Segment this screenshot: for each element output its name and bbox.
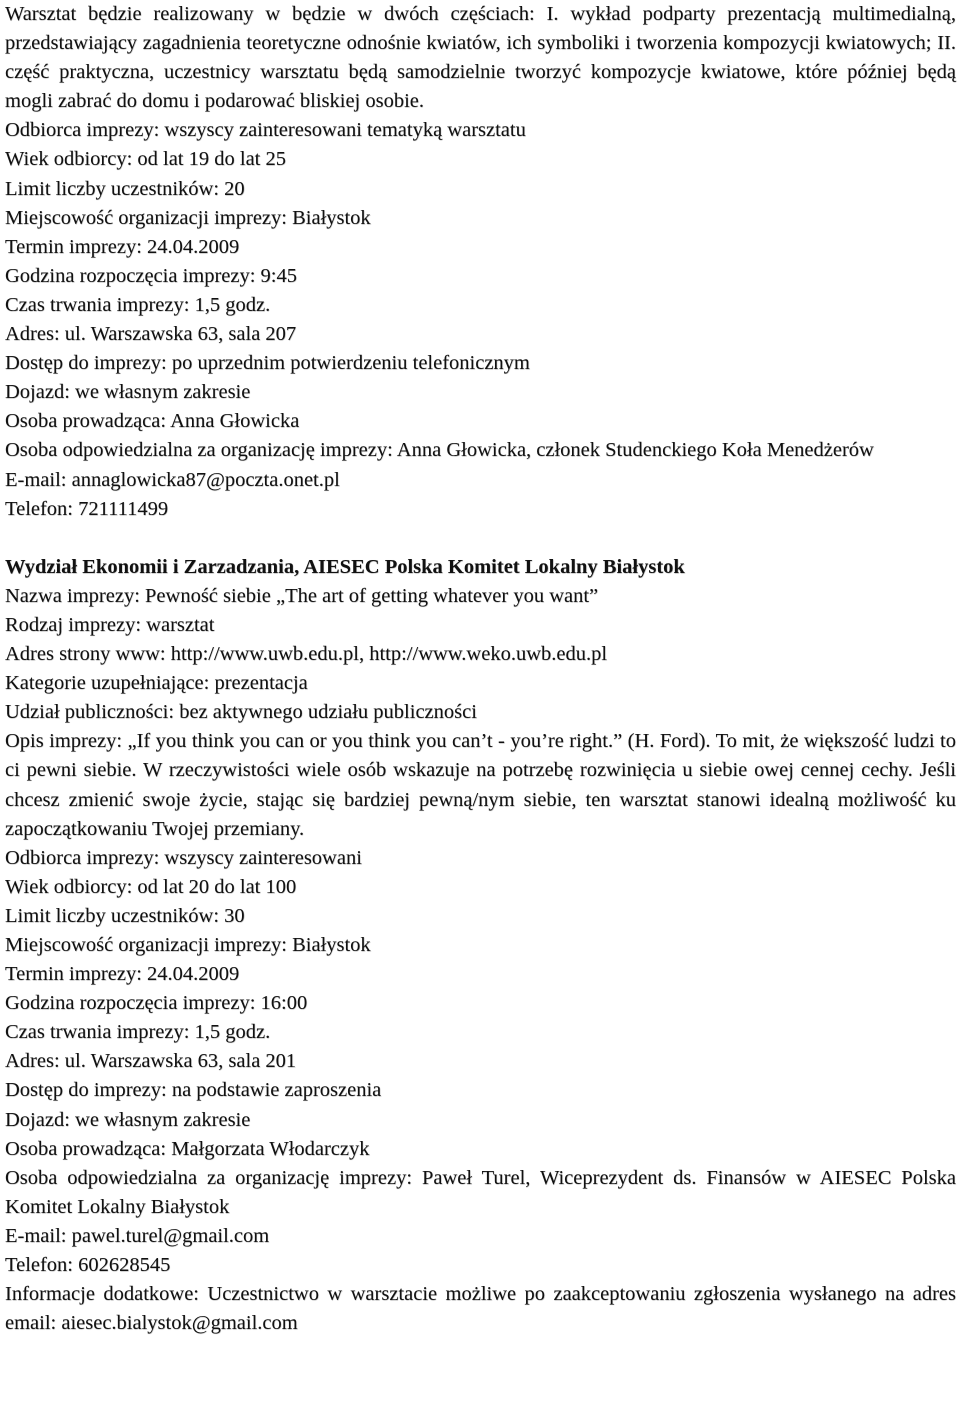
field-age: Wiek odbiorcy: od lat 20 do lat 100 [5,875,297,898]
field-responsible-person: Osoba odpowiedzialna za organizację imprezy: Paweł Turel, Wiceprezydent ds. Finansów w AIESEC Polska Komitet Lokalny Białystok [5,1166,956,1218]
field-event-type: Rodzaj imprezy: warsztat [5,613,215,636]
field-audience: Odbiorca imprezy: wszyscy zainteresowani [5,846,362,869]
field-audience: Odbiorca imprezy: wszyscy zainteresowani tematyką warsztatu [5,119,526,142]
field-address: Adres: ul. Warszawska 63, sala 201 [5,1050,297,1073]
field-website: Adres strony www: http://www.uwb.edu.pl, http://www.weko.uwb.edu.pl [5,643,608,666]
workshop-intro-paragraph: Warsztat będzie realizowany w będzie w dwóch częściach: I. wykład podparty prezentacją multimedialną, przedstawiający zagadnienia teoretyczne odnośnie kwiatów, ich symboliki i tworzenia kompozycji kwiatowych; II. część praktyczna, uczestnicy warsztatu będą samodzielnie tworzyć kompozycje kwiatowe, które później będą mogli zabrać do domu i podarować bliskiej osobie. [5,3,956,113]
field-transport: Dojazd: we własnym zakresie [5,381,251,404]
field-event-name: Nazwa imprezy: Pewność siebie „The art of getting whatever you want” [5,584,599,607]
field-duration: Czas trwania imprezy: 1,5 godz. [5,1021,271,1044]
field-phone: Telefon: 602628545 [5,1254,171,1277]
field-transport: Dojazd: we własnym zakresie [5,1108,251,1131]
field-access: Dostęp do imprezy: na podstawie zaproszenia [5,1079,382,1102]
field-location: Miejscowość organizacji imprezy: Białystok [5,934,371,956]
field-date: Termin imprezy: 24.04.2009 [5,963,240,986]
field-phone: Telefon: 721111499 [5,497,169,520]
field-email: E-mail: annaglowicka87@poczta.onet.pl [5,468,340,491]
field-host: Osoba prowadząca: Anna Głowicka [5,410,300,433]
field-address: Adres: ul. Warszawska 63, sala 207 [5,323,297,346]
field-access: Dostęp do imprezy: po uprzednim potwierdzeniu telefonicznym [5,352,530,375]
field-start-time: Godzina rozpoczęcia imprezy: 9:45 [5,264,297,287]
field-location: Miejscowość organizacji imprezy: Białystok [5,206,371,229]
document-page [5,0,956,1338]
field-audience-participation: Udział publiczności: bez aktywnego udziału publiczności [5,701,477,724]
field-responsible-person: Osoba odpowiedzialna za organizację imprezy: Anna Głowicka, członek Studenckiego Koła Menedżerów [5,439,874,462]
field-age: Wiek odbiorcy: od lat 19 do lat 25 [5,148,286,171]
section-spacer [5,524,956,553]
field-host: Osoba prowadząca: Małgorzata Włodarczyk [5,1137,370,1160]
section-heading: Wydział Ekonomii i Zarzadzania, AIESEC Polska Komitet Lokalny Białystok [5,555,685,578]
field-date: Termin imprezy: 24.04.2009 [5,235,240,258]
field-categories: Kategorie uzupełniające: prezentacja [5,672,308,695]
field-participant-limit: Limit liczby uczestników: 30 [5,904,245,927]
field-start-time: Godzina rozpoczęcia imprezy: 16:00 [5,992,308,1015]
field-duration: Czas trwania imprezy: 1,5 godz. [5,293,271,316]
field-participant-limit: Limit liczby uczestników: 20 [5,177,245,200]
event-description-paragraph: Opis imprezy: „If you think you can or you think you can’t - you’re right.” (H. Ford). To mit, że większość ludzi to ci pewni siebie. W rzeczywistości wiele osób wskazuje na potrzebę rozwinięcia u siebie owej cennej cechy. Jeśli chcesz zmienić swoje życie, stając się bardziej pewną/nym siebie, ten warsztat stanowi idealną możliwość ku zapoczątkowaniu Twojej przemiany. [5,730,956,840]
field-email: E-mail: pawel.turel@gmail.com [5,1224,270,1247]
field-additional-info: Informacje dodatkowe: Uczestnictwo w warsztacie możliwe po zaakceptowaniu zgłoszenia wysłanego na adres email: aiesec.bialystok@gmail.com [5,1283,956,1335]
